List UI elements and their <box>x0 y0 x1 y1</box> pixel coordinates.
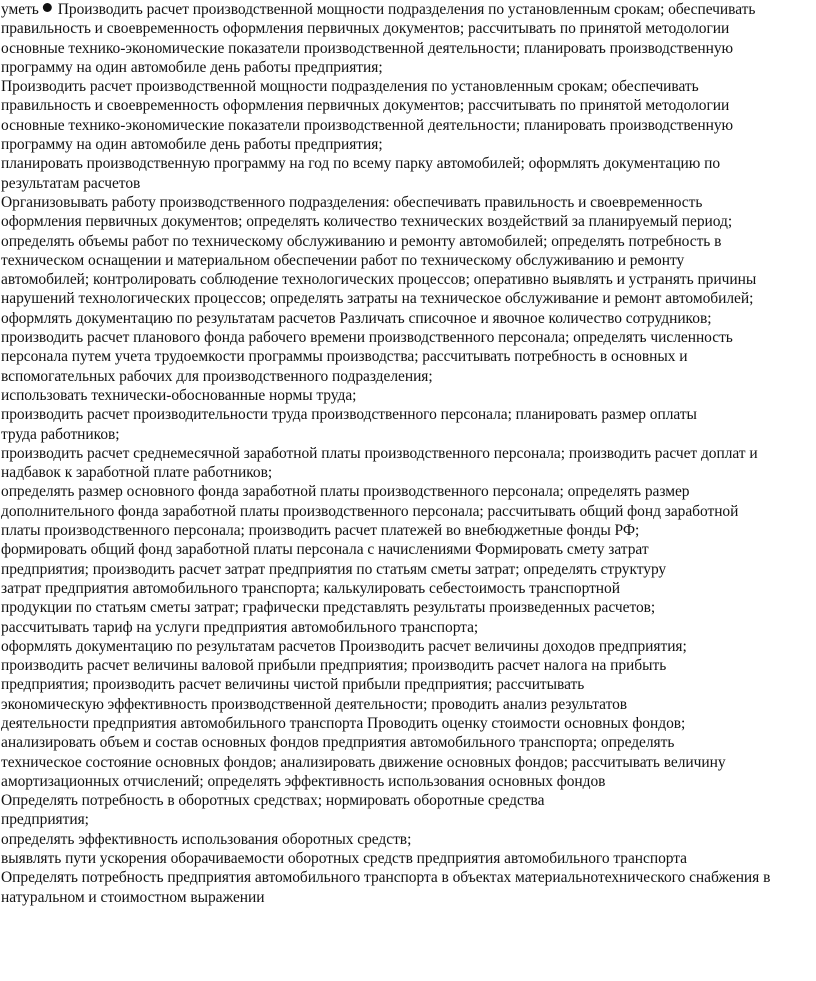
text-line: определять размер основного фонда заработной платы производственного персонала; определять размер <box>1 483 690 501</box>
text-line: выявлять пути ускорения оборачиваемости оборотных средств предприятия автомобильного транспорта <box>1 850 688 868</box>
text-line: производить расчет производительности труда производственного персонала; планировать размер оплаты <box>1 406 697 424</box>
text-line: затрат предприятия автомобильного транспорта; калькулировать себестоимость транспортной <box>1 579 620 597</box>
text-line: Производить расчет производственной мощности подразделения по установленным срокам; обеспечивать <box>1 78 699 96</box>
text-lines <box>1 19 816 907</box>
text-line: определять объемы работ по техническому обслуживанию и ремонту автомобилей; определять потребность в <box>1 232 722 250</box>
text-line: продукции по статьям сметы затрат; графически представлять результаты произведенных расчетов; <box>1 599 656 617</box>
text-line: труда работников; <box>1 425 120 443</box>
bullet-icon <box>43 3 52 12</box>
text-line: оформлять документацию по результатам расчетов Производить расчет величины доходов предприятия; <box>1 637 687 655</box>
text-line: планировать производственную программу на год по всему парку автомобилей; оформлять документацию по <box>1 155 721 173</box>
text-line: оформлять документацию по результатам расчетов Различать списочное и явочное количество сотрудников; <box>1 309 712 327</box>
text-line: анализировать объем и состав основных фондов предприятия автомобильного транспорта; определять <box>1 734 675 752</box>
text-line: платы производственного персонала; производить расчет платежей во внебюджетные фонды РФ; <box>1 522 640 540</box>
text-line: техническом оснащении и материальном обеспечении работ по техническому обслуживанию и ремонту <box>1 251 685 269</box>
text-line: производить расчет среднемесячной заработной платы производственного персонала; производить расчет доплат и <box>1 444 758 462</box>
text-line: персонала путем учета трудоемкости программы производства; рассчитывать потребность в основных и <box>1 348 688 366</box>
text-line: техническое состояние основных фондов; анализировать движение основных фондов; рассчитывать величину <box>1 753 726 771</box>
text-line: нарушений технологических процессов; определять затраты на техническое обслуживание и ремонт автомобилей; <box>1 290 754 308</box>
lead-word: уметь <box>1 1 39 18</box>
text-line: определять эффективность использования оборотных средств; <box>1 830 412 848</box>
text-line: основные технико-экономические показатели производственной деятельности; планировать производственную <box>1 39 734 57</box>
text-line: экономическую эффективность производственной деятельности; проводить анализ результатов <box>1 695 628 713</box>
text-line: программу на один автомобиле день работы предприятия; <box>1 58 383 76</box>
text-line: правильность и своевременность оформления первичных документов; рассчитывать по принятой методологии <box>1 20 730 38</box>
text-line: правильность и своевременность оформления первичных документов; рассчитывать по принятой методологии <box>1 97 730 115</box>
first-line-text: Производить расчет производственной мощности подразделения по установленным срокам; обеспечивать <box>57 1 756 18</box>
text-line: Определять потребность в оборотных средствах; нормировать оборотные средства <box>1 792 545 810</box>
text-line: вспомогательных рабочих для производственного подразделения; <box>1 367 433 385</box>
text-line: натуральном и стоимостном выражении <box>1 888 265 906</box>
text-line: производить расчет величины валовой прибыли предприятия; производить расчет налога на прибыть <box>1 657 667 675</box>
text-line: предприятия; <box>1 811 89 829</box>
text-line: деятельности предприятия автомобильного транспорта Проводить оценку стоимости основных фондов; <box>1 714 686 732</box>
text-line: автомобилей; контролировать соблюдение технологических процессов; оперативно выявлять и устранять причины <box>1 271 757 289</box>
text-line: формировать общий фонд заработной платы персонала с начислениями Формировать смету затрат <box>1 541 649 559</box>
text-line: предприятия; производить расчет величины чистой прибыли предприятия; рассчитывать <box>1 676 585 694</box>
text-line: дополнительного фонда заработной платы производственного персонала; рассчитывать общий фонд заработной <box>1 502 739 520</box>
text-line: использовать технически-обоснованные нормы труда; <box>1 386 357 404</box>
text-line: производить расчет планового фонда рабочего времени производственного персонала; определять численность <box>1 329 733 347</box>
text-line <box>1 0 813 19</box>
text-line: Организовывать работу производственного подразделения: обеспечивать правильность и своевременность <box>1 193 703 211</box>
text-line: предприятия; производить расчет затрат предприятия по статьям сметы затрат; определять структуру <box>1 560 667 578</box>
text-line: Определять потребность предприятия автомобильного транспорта в объектах материальнотехнического снабжения в <box>1 869 771 887</box>
text-line: основные технико-экономические показатели производственной деятельности; планировать производственную <box>1 116 734 134</box>
text-line: программу на один автомобиле день работы предприятия; <box>1 136 383 154</box>
text-line: оформления первичных документов; определять количество технических воздействий за планируемый период; <box>1 213 733 231</box>
text-line: результатам расчетов <box>1 174 141 192</box>
text-line: надбавок к заработной плате работников; <box>1 464 273 482</box>
text-line: амортизационных отчислений; определять эффективность использования основных фондов <box>1 772 606 790</box>
text-line: рассчитывать тариф на услуги предприятия автомобильного транспорта; <box>1 618 479 636</box>
